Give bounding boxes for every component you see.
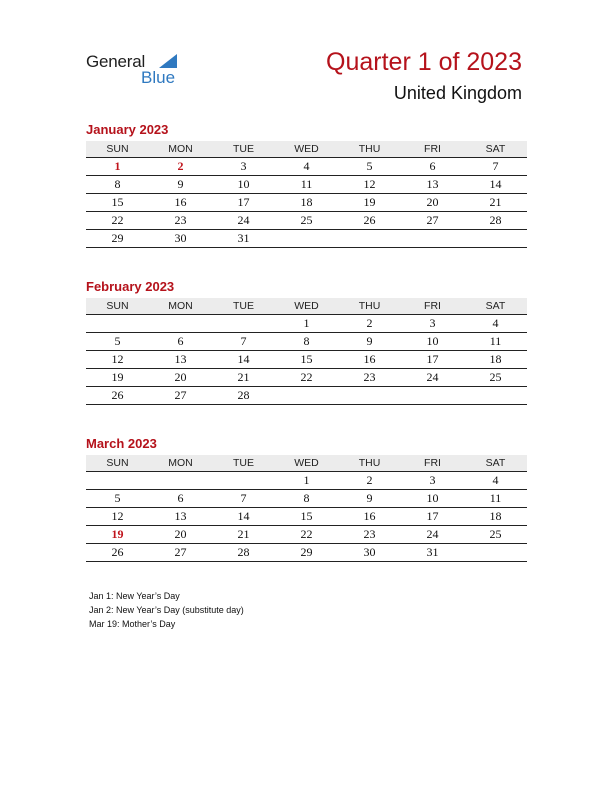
weekday-header: THU bbox=[338, 141, 401, 158]
day-cell: 6 bbox=[401, 158, 464, 176]
day-cell: 27 bbox=[149, 544, 212, 562]
day-cell: 28 bbox=[212, 387, 275, 405]
day-cell: 15 bbox=[86, 194, 149, 212]
day-cell: 29 bbox=[86, 230, 149, 248]
day-cell: 28 bbox=[464, 212, 527, 230]
day-cell: 12 bbox=[86, 351, 149, 369]
weekday-header: MON bbox=[149, 141, 212, 158]
weekday-header-row bbox=[86, 298, 527, 315]
week-row bbox=[86, 176, 527, 194]
day-cell: 20 bbox=[401, 194, 464, 212]
day-cell: 21 bbox=[212, 526, 275, 544]
day-cell: 27 bbox=[149, 387, 212, 405]
day-cell: 4 bbox=[464, 315, 527, 333]
week-row bbox=[86, 333, 527, 351]
day-cell: 16 bbox=[149, 194, 212, 212]
holiday-note: Mar 19: Mother’s Day bbox=[89, 619, 176, 629]
day-cell: 9 bbox=[338, 490, 401, 508]
day-cell: 26 bbox=[86, 544, 149, 562]
day-cell: 1 bbox=[275, 315, 338, 333]
day-cell: 3 bbox=[401, 315, 464, 333]
weekday-header: SAT bbox=[464, 298, 527, 315]
day-cell: 15 bbox=[275, 508, 338, 526]
day-cell: 18 bbox=[275, 194, 338, 212]
empty-day-cell bbox=[86, 315, 149, 333]
week-row bbox=[86, 315, 527, 333]
empty-day-cell bbox=[149, 315, 212, 333]
day-cell: 22 bbox=[275, 526, 338, 544]
country-name: United Kingdom bbox=[393, 83, 522, 103]
weekday-header: SUN bbox=[86, 141, 149, 158]
day-cell: 13 bbox=[401, 176, 464, 194]
day-cell: 11 bbox=[464, 490, 527, 508]
day-cell: 10 bbox=[401, 490, 464, 508]
day-cell: 5 bbox=[86, 333, 149, 351]
empty-day-cell bbox=[338, 387, 401, 405]
weekday-header: FRI bbox=[401, 298, 464, 315]
week-row bbox=[86, 544, 527, 562]
day-cell: 8 bbox=[275, 333, 338, 351]
holiday-note: Jan 2: New Year’s Day (substitute day) bbox=[89, 605, 244, 615]
day-cell: 30 bbox=[149, 230, 212, 248]
empty-day-cell bbox=[275, 387, 338, 405]
day-cell: 25 bbox=[464, 526, 527, 544]
day-cell: 23 bbox=[338, 369, 401, 387]
empty-day-cell bbox=[401, 387, 464, 405]
day-cell: 13 bbox=[149, 508, 212, 526]
weekday-header: WED bbox=[275, 141, 338, 158]
day-cell: 25 bbox=[464, 369, 527, 387]
day-cell: 21 bbox=[212, 369, 275, 387]
empty-day-cell bbox=[212, 315, 275, 333]
calendar-body bbox=[86, 472, 527, 562]
month-calendar-table bbox=[86, 455, 527, 562]
holiday-notes bbox=[89, 589, 244, 631]
day-cell: 9 bbox=[149, 176, 212, 194]
day-cell: 13 bbox=[149, 351, 212, 369]
general-blue-logo bbox=[86, 52, 196, 92]
weekday-header: MON bbox=[149, 455, 212, 472]
day-cell: 26 bbox=[338, 212, 401, 230]
day-cell: 20 bbox=[149, 369, 212, 387]
day-cell: 14 bbox=[464, 176, 527, 194]
day-cell: 15 bbox=[275, 351, 338, 369]
week-row bbox=[86, 508, 527, 526]
day-cell: 19 bbox=[86, 369, 149, 387]
day-cell: 24 bbox=[212, 212, 275, 230]
day-cell: 9 bbox=[338, 333, 401, 351]
day-cell: 10 bbox=[212, 176, 275, 194]
week-row bbox=[86, 387, 527, 405]
day-cell: 28 bbox=[212, 544, 275, 562]
day-cell: 1 bbox=[86, 158, 149, 176]
day-cell: 29 bbox=[275, 544, 338, 562]
day-cell: 17 bbox=[401, 508, 464, 526]
weekday-header: THU bbox=[338, 455, 401, 472]
week-row bbox=[86, 351, 527, 369]
month-block-january bbox=[86, 121, 527, 248]
month-block-march bbox=[86, 435, 527, 562]
day-cell: 7 bbox=[212, 490, 275, 508]
day-cell: 11 bbox=[275, 176, 338, 194]
empty-day-cell bbox=[464, 230, 527, 248]
empty-day-cell bbox=[149, 472, 212, 490]
logo-triangle-icon bbox=[159, 54, 177, 68]
weekday-header: TUE bbox=[212, 141, 275, 158]
weekday-header: SUN bbox=[86, 455, 149, 472]
day-cell: 3 bbox=[212, 158, 275, 176]
logo-text-general: General bbox=[86, 52, 146, 71]
day-cell: 4 bbox=[464, 472, 527, 490]
day-cell: 30 bbox=[338, 544, 401, 562]
day-cell: 14 bbox=[212, 508, 275, 526]
weekday-header: SAT bbox=[464, 141, 527, 158]
weekday-header: THU bbox=[338, 298, 401, 315]
week-row bbox=[86, 158, 527, 176]
weekday-header: MON bbox=[149, 298, 212, 315]
day-cell: 17 bbox=[212, 194, 275, 212]
day-cell: 19 bbox=[86, 526, 149, 544]
empty-day-cell bbox=[275, 230, 338, 248]
day-cell: 7 bbox=[212, 333, 275, 351]
day-cell: 6 bbox=[149, 490, 212, 508]
day-cell: 19 bbox=[338, 194, 401, 212]
day-cell: 5 bbox=[86, 490, 149, 508]
day-cell: 2 bbox=[338, 472, 401, 490]
day-cell: 25 bbox=[275, 212, 338, 230]
week-row bbox=[86, 230, 527, 248]
day-cell: 4 bbox=[275, 158, 338, 176]
day-cell: 18 bbox=[464, 351, 527, 369]
weekday-header: TUE bbox=[212, 455, 275, 472]
empty-day-cell bbox=[212, 472, 275, 490]
day-cell: 3 bbox=[401, 472, 464, 490]
weekday-header: SUN bbox=[86, 298, 149, 315]
day-cell: 24 bbox=[401, 369, 464, 387]
day-cell: 12 bbox=[338, 176, 401, 194]
day-cell: 24 bbox=[401, 526, 464, 544]
empty-day-cell bbox=[401, 230, 464, 248]
day-cell: 1 bbox=[275, 472, 338, 490]
logo-text-blue: Blue bbox=[141, 68, 176, 87]
weekday-header: WED bbox=[275, 298, 338, 315]
day-cell: 12 bbox=[86, 508, 149, 526]
week-row bbox=[86, 369, 527, 387]
day-cell: 2 bbox=[338, 315, 401, 333]
weekday-header: TUE bbox=[212, 298, 275, 315]
month-block-february bbox=[86, 278, 527, 405]
week-row bbox=[86, 194, 527, 212]
weekday-header: FRI bbox=[401, 141, 464, 158]
page-title: Quarter 1 of 2023 bbox=[326, 48, 522, 76]
weekday-header: WED bbox=[275, 455, 338, 472]
weekday-header: SAT bbox=[464, 455, 527, 472]
day-cell: 8 bbox=[86, 176, 149, 194]
week-row bbox=[86, 472, 527, 490]
day-cell: 7 bbox=[464, 158, 527, 176]
weekday-header-row bbox=[86, 455, 527, 472]
day-cell: 22 bbox=[86, 212, 149, 230]
weekday-header-row bbox=[86, 141, 527, 158]
day-cell: 16 bbox=[338, 508, 401, 526]
day-cell: 18 bbox=[464, 508, 527, 526]
month-title: February 2023 bbox=[86, 279, 175, 294]
day-cell: 23 bbox=[338, 526, 401, 544]
empty-day-cell bbox=[338, 230, 401, 248]
week-row bbox=[86, 212, 527, 230]
month-calendar-table bbox=[86, 141, 527, 248]
month-calendar-table bbox=[86, 298, 527, 405]
week-row bbox=[86, 490, 527, 508]
day-cell: 10 bbox=[401, 333, 464, 351]
day-cell: 14 bbox=[212, 351, 275, 369]
day-cell: 6 bbox=[149, 333, 212, 351]
empty-day-cell bbox=[464, 387, 527, 405]
day-cell: 2 bbox=[149, 158, 212, 176]
day-cell: 23 bbox=[149, 212, 212, 230]
day-cell: 20 bbox=[149, 526, 212, 544]
day-cell: 26 bbox=[86, 387, 149, 405]
day-cell: 31 bbox=[212, 230, 275, 248]
holiday-note: Jan 1: New Year’s Day bbox=[89, 591, 180, 601]
month-title: March 2023 bbox=[86, 436, 157, 451]
calendar-body bbox=[86, 315, 527, 405]
day-cell: 22 bbox=[275, 369, 338, 387]
day-cell: 5 bbox=[338, 158, 401, 176]
day-cell: 16 bbox=[338, 351, 401, 369]
month-title: January 2023 bbox=[86, 122, 169, 137]
empty-day-cell bbox=[86, 472, 149, 490]
day-cell: 17 bbox=[401, 351, 464, 369]
day-cell: 31 bbox=[401, 544, 464, 562]
day-cell: 27 bbox=[401, 212, 464, 230]
week-row bbox=[86, 526, 527, 544]
empty-day-cell bbox=[464, 544, 527, 562]
day-cell: 8 bbox=[275, 490, 338, 508]
day-cell: 11 bbox=[464, 333, 527, 351]
day-cell: 21 bbox=[464, 194, 527, 212]
calendar-body bbox=[86, 158, 527, 248]
weekday-header: FRI bbox=[401, 455, 464, 472]
